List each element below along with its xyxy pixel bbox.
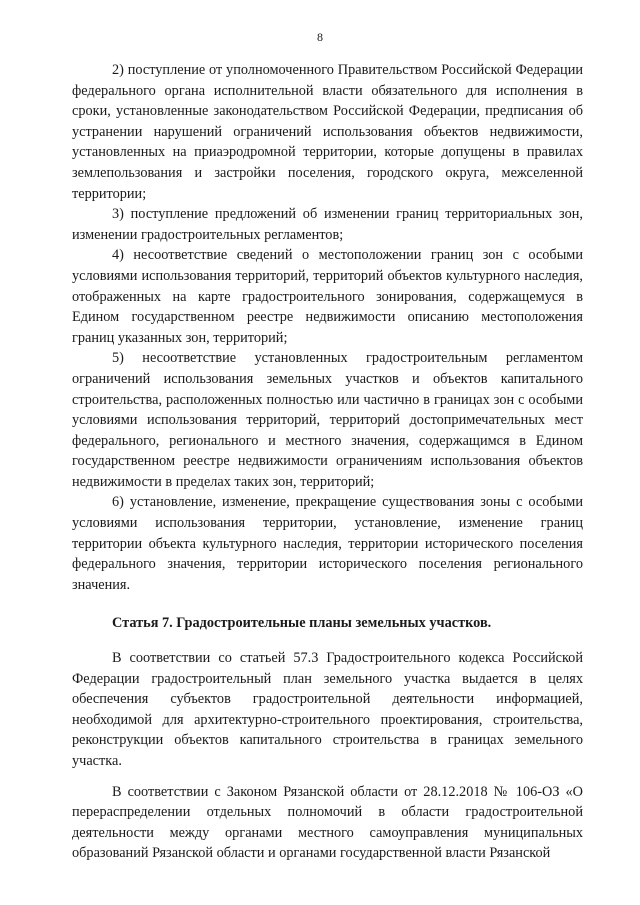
paragraph-article-7-2: В соответствии с Законом Рязанской области от 28.12.2018 № 106-ОЗ «О перераспределении отдельных полномочий в области градостроительной деятельности между органами местного самоуправления муниципальных образований Рязанской области и органами государственной власти Рязанской bbox=[72, 783, 583, 862]
paragraph-item-4: 4) несоответствие сведений о местоположении границ зон с особыми условиями использования территорий, территорий объектов культурного наследия, отображенных на карте градостроительного зонирования, содержащемуся в Едином государственном реестре недвижимости описанию местоположения границ указанных зон, территорий; bbox=[72, 247, 583, 346]
paragraph-item-3: 3) поступление предложений об изменении границ территориальных зон, изменении градостроительных регламентов; bbox=[72, 206, 583, 243]
document-body bbox=[72, 60, 583, 864]
page-number: 8 bbox=[317, 30, 323, 44]
paragraph-item-6: 6) установление, изменение, прекращение существования зоны с особыми условиями использования территории, установление, изменение границ территории объекта культурного наследия, территории исторического поселения федерального значения, территории исторического поселения регионального значения. bbox=[72, 494, 583, 593]
paragraph-article-7-1: В соответствии со статьей 57.3 Градостроительного кодекса Российской Федерации градостроительный план земельного участка выдается в целях обеспечения субъектов градостроительной деятельности информацией, необходимой для архитектурно-строительного проектирования, строительства, реконструкции объектов капитального строительства в границах земельного участка. bbox=[72, 650, 583, 769]
paragraph-item-2: 2) поступление от уполномоченного Правительством Российской Федерации федерального органа исполнительной власти обязательного для исполнения в сроки, установленные законодательством Российской Федерации, предписания об устранении нарушений ограничений использования объектов недвижимости, установленных на приаэродромной территории, которые допущены в правилах землепользования и застройки поселения, городского округа, межселенной территории; bbox=[72, 62, 583, 202]
article-7-heading: Статья 7. Градостроительные планы земельных участков. bbox=[112, 615, 492, 632]
paragraph-item-5: 5) несоответствие установленных градостроительным регламентом ограничений использования земельных участков и объектов капитального строительства, расположенных полностью или частично в границах зон с особыми условиями использования территорий, территорий достопримечательных мест федерального, регионального и местного значения, содержащимся в Едином государственном реестре недвижимости ограничениям использования объектов недвижимости в пределах таких зон, территорий; bbox=[72, 350, 583, 490]
